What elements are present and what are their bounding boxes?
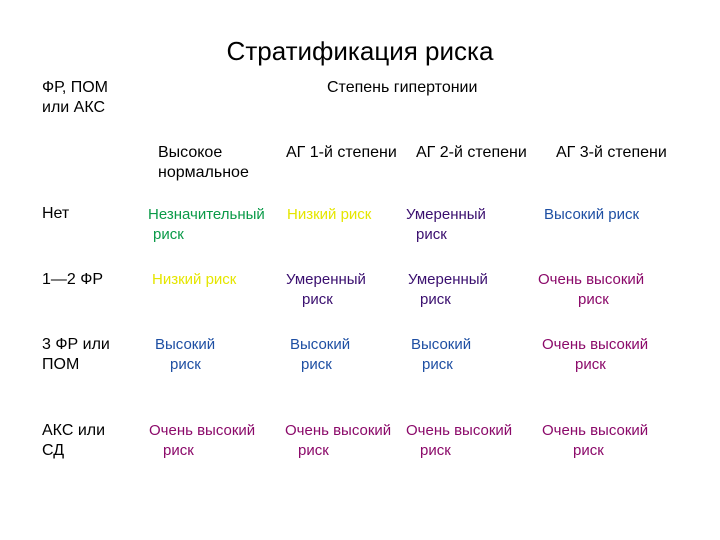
row-header — [42, 78, 108, 118]
risk-cell-line: Очень высокий — [542, 336, 649, 353]
risk-cell — [406, 421, 512, 461]
risk-cell-line: риск — [301, 356, 332, 373]
risk-cell — [408, 270, 488, 310]
risk-cell-line: Умеренный — [286, 271, 366, 288]
risk-cell-line: Высокий — [290, 336, 351, 353]
risk-cell-line: Очень высокий — [149, 422, 256, 439]
column-header-line: Высокое — [158, 144, 223, 161]
risk-cell-line: Очень высокий — [542, 422, 649, 439]
risk-cell-line: риск — [420, 291, 451, 308]
row-header-line: ФР, ПОМ — [42, 79, 108, 96]
risk-cell-line: Незначительный — [148, 206, 265, 223]
column-header-ag1: АГ 1-й степени — [286, 144, 397, 161]
risk-cell-line: риск — [298, 442, 329, 459]
risk-cell: Высокий риск — [544, 206, 640, 223]
risk-cell-line: риск — [422, 356, 453, 373]
column-header-line: нормальное — [158, 164, 249, 181]
row-label-line: 3 ФР или — [42, 336, 110, 353]
row-label-line: ПОМ — [42, 356, 80, 373]
degree-header: Степень гипертонии — [327, 79, 478, 96]
risk-cell-line: риск — [163, 442, 194, 459]
risk-cell-line: риск — [575, 356, 606, 373]
row-label-line: АКС или — [42, 422, 106, 439]
risk-cell-line: Очень высокий — [406, 422, 513, 439]
row-label-none: Нет — [42, 205, 70, 222]
risk-cell-line: риск — [573, 442, 604, 459]
risk-cell — [149, 421, 255, 461]
page-title: Стратификация риска — [226, 36, 494, 66]
risk-cell-line: риск — [153, 226, 184, 243]
risk-cell-line: риск — [416, 226, 447, 243]
risk-cell: Низкий риск — [152, 271, 237, 288]
risk-cell — [538, 270, 644, 310]
row-header-line: или АКС — [42, 99, 106, 116]
risk-cell: Низкий риск — [287, 206, 372, 223]
risk-cell-line: риск — [420, 442, 451, 459]
risk-cell — [542, 335, 648, 375]
column-header-ag3: АГ 3-й степени — [556, 144, 667, 161]
risk-cell-line: Высокий — [411, 336, 472, 353]
row-label-associated-conditions-or-diabetes — [42, 421, 105, 461]
risk-cell-line: риск — [302, 291, 333, 308]
risk-cell-line: Очень высокий — [538, 271, 645, 288]
risk-cell-line: Умеренный — [408, 271, 488, 288]
column-header-high-normal — [158, 143, 249, 183]
risk-cell-line: Очень высокий — [285, 422, 392, 439]
row-label-line: СД — [42, 442, 65, 459]
risk-cell-line: риск — [578, 291, 609, 308]
risk-cell-line: Умеренный — [406, 206, 486, 223]
risk-cell — [406, 205, 486, 245]
column-header-ag2: АГ 2-й степени — [416, 144, 527, 161]
risk-cell — [286, 270, 366, 310]
risk-cell — [411, 335, 471, 375]
risk-cell — [285, 421, 391, 461]
risk-cell-line: Высокий — [155, 336, 216, 353]
risk-cell-line: риск — [170, 356, 201, 373]
row-label-1-2-risk-factors: 1—2 ФР — [42, 271, 104, 288]
risk-cell — [148, 205, 265, 245]
risk-cell — [542, 421, 648, 461]
risk-cell — [155, 335, 215, 375]
row-label-3-risk-factors-or-organ-damage — [42, 335, 110, 375]
risk-cell — [290, 335, 350, 375]
